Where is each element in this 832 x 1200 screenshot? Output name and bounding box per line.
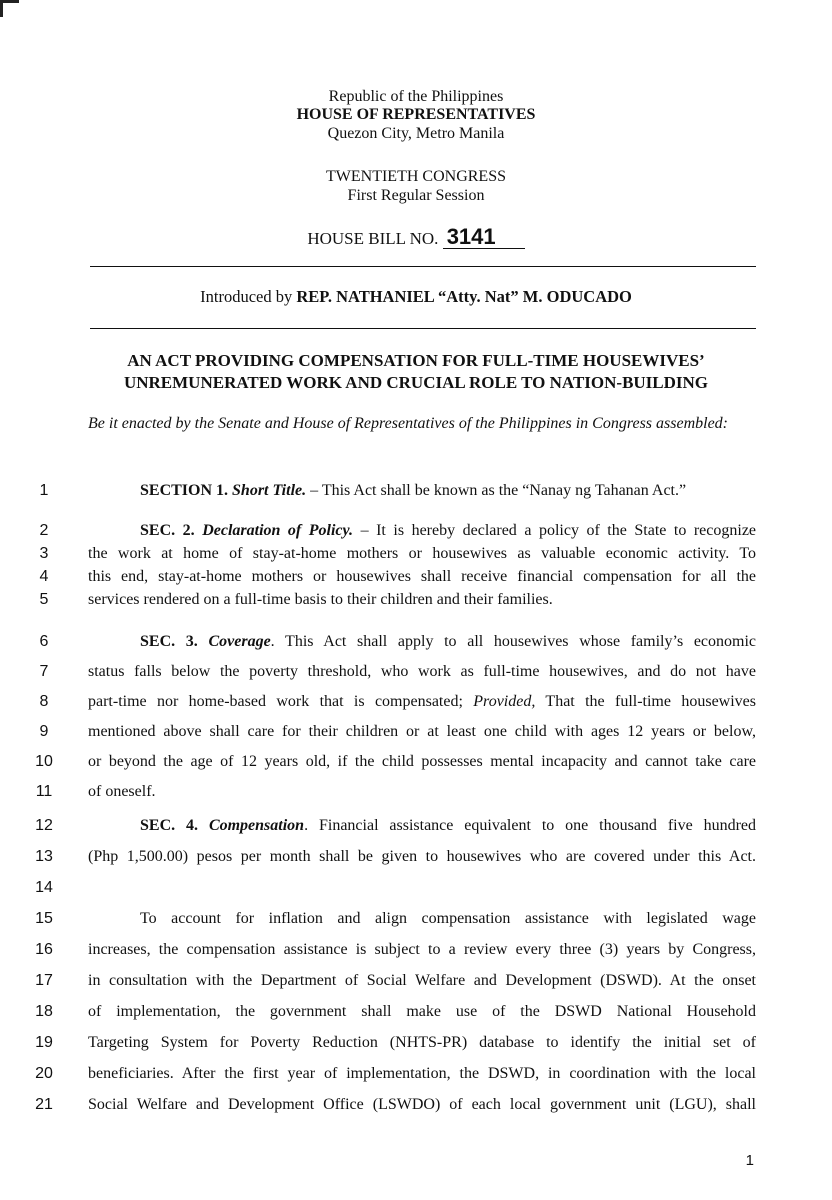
- line-row: [0, 906, 832, 932]
- line-row: [0, 587, 832, 613]
- body-line: (Php 1,500.00) pesos per month shall be given to housewives who are covered under this Act.: [88, 848, 756, 865]
- body-line: the work at home of stay-at-home mothers or housewives as valuable economic activity. To: [88, 545, 756, 562]
- line-row: [0, 1061, 832, 1087]
- line-row: [0, 629, 832, 655]
- introduced-line: [0, 288, 832, 306]
- divider-top: [90, 266, 756, 267]
- scan-corner-mark: [0, 0, 19, 17]
- section-3-first-line: SEC. 3. Coverage. This Act shall apply to all housewives whose family’s economic: [140, 633, 757, 650]
- section-heading: Coverage: [208, 633, 271, 650]
- provided-proviso: Provided,: [473, 693, 536, 710]
- line-number: 17: [35, 972, 53, 989]
- section-heading: Compensation: [208, 817, 305, 834]
- line-row: [0, 937, 832, 963]
- section-label: SEC. 4.: [140, 817, 199, 834]
- line-number: 18: [35, 1003, 53, 1020]
- line-row: [0, 1030, 832, 1056]
- section-label: SEC. 3.: [140, 633, 198, 650]
- line-number: 6: [39, 633, 49, 650]
- line-number: 12: [35, 817, 53, 834]
- line-number: 16: [35, 941, 53, 958]
- line-number: 4: [39, 568, 49, 585]
- line-row: [0, 875, 832, 901]
- line-row: [0, 999, 832, 1025]
- line-row: [0, 719, 832, 745]
- enacting-clause: Be it enacted by the Senate and House of Representatives of the Philippines in Congress assembled:: [88, 415, 729, 432]
- line-number: 19: [35, 1034, 53, 1051]
- section-2-first-line: SEC. 2. Declaration of Policy. – It is hereby declared a policy of the State to recognize: [140, 522, 757, 539]
- house-line: HOUSE OF REPRESENTATIVES: [296, 106, 536, 123]
- line-row: [0, 749, 832, 775]
- house-bill-label: HOUSE BILL NO.: [307, 229, 439, 248]
- line-number: 7: [39, 663, 49, 680]
- page-number: 1: [745, 1152, 754, 1169]
- line-number: 10: [35, 753, 53, 770]
- act-title-line-1: AN ACT PROVIDING COMPENSATION FOR FULL-TIME HOUSEWIVES’: [127, 351, 705, 370]
- body-line: To account for inflation and align compensation assistance with legislated wage: [140, 910, 756, 927]
- body-line: this end, stay-at-home mothers or housewives shall receive financial compensation for all the: [88, 568, 756, 585]
- city-line: Quezon City, Metro Manila: [327, 125, 505, 142]
- line-number: 3: [39, 545, 49, 562]
- introduced-prefix: Introduced by: [200, 287, 293, 306]
- line-row: [0, 779, 832, 805]
- line-number: 11: [35, 783, 53, 800]
- congress-line: TWENTIETH CONGRESS: [326, 168, 506, 185]
- body-line: of oneself.: [88, 783, 156, 800]
- body-line: or beyond the age of 12 years old, if the child possesses mental incapacity and cannot take care: [88, 753, 756, 770]
- line-number: 15: [35, 910, 53, 927]
- body-line: beneficiaries. After the first year of implementation, the DSWD, in coordination with the local: [88, 1065, 756, 1082]
- section-label: SECTION 1.: [140, 482, 229, 499]
- line-row: [0, 478, 832, 504]
- republic-line: Republic of the Philippines: [328, 88, 504, 105]
- house-bill-number: 3141: [443, 226, 525, 249]
- section-1-text: SECTION 1. Short Title. – This Act shall be known as the “Nanay ng Tahanan Act.”: [140, 482, 687, 499]
- line-row: [0, 844, 832, 870]
- line-number: 2: [39, 522, 49, 539]
- body-line: increases, the compensation assistance is subject to a review every three (3) years by Congress,: [88, 941, 756, 958]
- line-number: 21: [35, 1096, 53, 1113]
- divider-bottom: [90, 328, 756, 329]
- line-number: 8: [39, 693, 49, 710]
- line-row: [0, 1092, 832, 1118]
- line-number: 13: [35, 848, 53, 865]
- house-bill-line: [0, 226, 832, 251]
- body-line: part-time nor home-based work that is compensated; Provided, That the full-time housewives: [88, 693, 756, 710]
- line-number: 14: [35, 879, 53, 896]
- line-number: 5: [39, 591, 49, 608]
- introducer-name: REP. NATHANIEL “Atty. Nat” M. ODUCADO: [296, 287, 632, 306]
- line-row: [0, 689, 832, 715]
- body-line: in consultation with the Department of Social Welfare and Development (DSWD). At the onset: [88, 972, 756, 989]
- act-title-line-2: UNREMUNERATED WORK AND CRUCIAL ROLE TO NATION-BUILDING: [123, 373, 709, 392]
- line-number: 20: [35, 1065, 53, 1082]
- body-line: status falls below the poverty threshold, who work as full-time housewives, and do not have: [88, 663, 756, 680]
- section-heading: Short Title.: [232, 482, 307, 499]
- body-line: Targeting System for Poverty Reduction (NHTS-PR) database to identify the initial set of: [88, 1034, 756, 1051]
- session-line: First Regular Session: [347, 187, 485, 204]
- section-label: SEC. 2.: [140, 522, 195, 539]
- line-row: [0, 659, 832, 685]
- body-line: services rendered on a full-time basis to their children and their families.: [88, 591, 553, 608]
- line-row: [0, 813, 832, 839]
- line-number: 9: [39, 723, 49, 740]
- body-line: of implementation, the government shall make use of the DSWD National Household: [88, 1003, 756, 1020]
- line-number: 1: [39, 482, 49, 499]
- body-line: Social Welfare and Development Office (LSWDO) of each local government unit (LGU), shall: [88, 1096, 756, 1113]
- section-4-first-line: SEC. 4. Compensation. Financial assistance equivalent to one thousand five hundred: [140, 817, 757, 834]
- body-line: mentioned above shall care for their children or at least one child with ages 12 years or below,: [88, 723, 756, 740]
- section-heading: Declaration of Policy.: [202, 522, 354, 539]
- line-row: [0, 968, 832, 994]
